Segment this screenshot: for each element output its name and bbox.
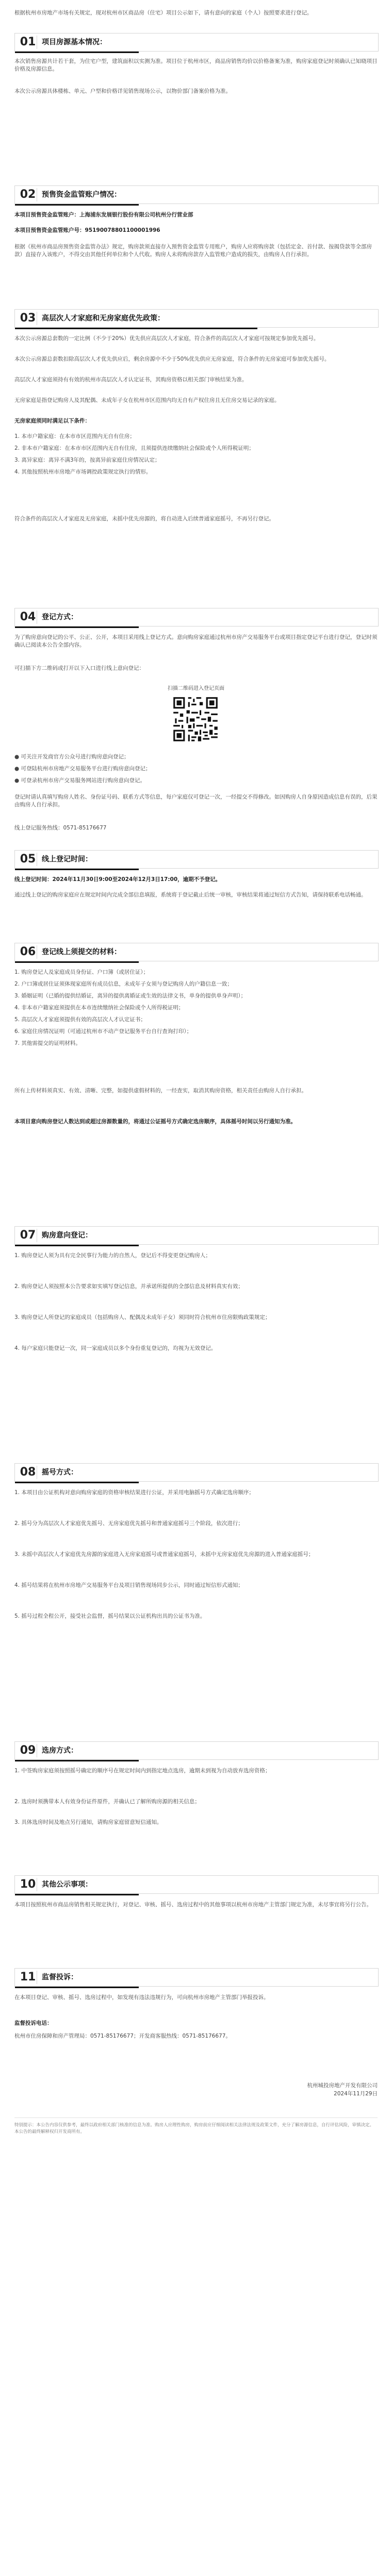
section-number: 05 — [19, 853, 37, 866]
section-header-06 — [14, 943, 379, 961]
s7-paragraph-4: 4. 每户家庭只能登记一次，同一家庭成员以多个身份重复登记的，均视为无效登记。 — [14, 1345, 217, 1351]
section-title: 购房意向登记： — [42, 1231, 92, 1240]
section-underline — [15, 626, 139, 628]
section-title: 摇号方式： — [42, 1468, 78, 1477]
s4-paragraph-1: 为了购房意向登记的公平、公正、公开，本项目采用线上登记方式。意向购房家庭通过杭州市房产交易服务平台或项目指定登记平台进行登记，登记时须确认已阅读本公告全部内容。 — [14, 634, 378, 648]
section-number: 03 — [19, 312, 37, 325]
s3-paragraph-6: 符合条件的高层次人才家庭及无房家庭，未摇中优先房源的，将自动进入后续普通家庭摇号，不再另行登记。 — [14, 516, 274, 522]
section-header-01 — [14, 33, 379, 52]
section-number: 10 — [19, 1878, 37, 1891]
s11-hotline-title: 监督投诉电话： — [14, 2020, 53, 2026]
section-number: 01 — [19, 36, 37, 49]
s2-paragraph: 根据《杭州市商品房预售资金监管办法》规定，购房款须直接存入预售资金监管专用账户，购房人应将购房款（包括定金、首付款、按揭贷款等全部房款）直接存入该账户，不得交由其他任何单位和个人代收。购房人未将购房款存入监管账户造成的损失，由购房人自行承担。 — [14, 244, 372, 258]
list-item: 4. 其他按照杭州市房地产市场调控政策规定执行的情形。 — [14, 469, 152, 475]
list-item: 2. 户口簿或居住证须体现家庭所有成员信息，未成年子女须与登记购房人的户籍信息一致； — [14, 981, 233, 987]
section-title: 监督投诉： — [42, 1973, 78, 1981]
section-underline — [15, 1894, 139, 1895]
s9-paragraph-3: 3. 具体选房时间及地点另行通知，请购房家庭留意短信通知。 — [14, 1819, 162, 1825]
section-header-08 — [14, 1463, 379, 1482]
section-title: 高层次人才家庭和无房家庭优先政策： — [42, 314, 165, 323]
section-header-02 — [14, 185, 379, 204]
s3-paragraph-3: 高层次人才家庭须持有有效的杭州市高层次人才认定证书，其购房资格以相关部门审核结果为准。 — [14, 377, 248, 383]
section-header-04 — [14, 608, 379, 626]
s1-paragraph-1: 本次销售房源共计若干套，为住宅户型，建筑面积以实测为准。项目位于杭州市区，商品房销售均价以价格备案为准，购房家庭登记时须确认已知晓项目价格及房源信息。 — [14, 58, 378, 72]
s1-paragraph-2: 本次公示房源具体楼栋、单元、户型和价格详见销售现场公示，以物价部门备案价格为准。 — [14, 88, 231, 94]
s10-paragraph: 本项目按照杭州市商品房销售相关规定执行，对登记、审核、摇号、选房过程中的其他事项以杭州市房地产主管部门规定为准，未尽事宜将另行公告。 — [14, 1902, 372, 1908]
footer-date: 2024年11月29日 — [334, 2091, 378, 2097]
section-title: 线上登记时间： — [42, 855, 92, 863]
s8-paragraph-1: 1. 本项目由公证机构对意向购房家庭的资格审核结果进行公证，并采用电脑摇号方式确定选房顺序； — [14, 1489, 254, 1496]
section-header-03 — [14, 309, 379, 328]
section-title: 登记线上须提交的材料： — [42, 948, 121, 956]
s3-paragraph-2: 本次公示房源总套数扣除高层次人才优先供应后，剩余房源中不少于50%优先供应无房家庭，符合条件的无房家庭可参加优先摇号。 — [14, 356, 330, 362]
s5-time: 线上登记时间：2024年11月30日9:00至2024年12月3日17:00，逾期不予登记。 — [14, 876, 221, 883]
s6-paragraph-2: 本项目意向购房登记人数达到或超过房源数量的，将通过公证摇号方式确定选房顺序，具体摇号时间以另行通知为准。 — [14, 1118, 296, 1125]
list-item: 5. 高层次人才家庭须提供有效的高层次人才认定证书； — [14, 1016, 146, 1023]
s7-paragraph-2: 2. 购房登记人须按照本公告要求如实填写登记信息，并承诺所提供的全部信息及材料真实有效； — [14, 1283, 243, 1290]
fine-print: 特别提示：本公告内容仅供参考，最终以政府相关部门核准的信息为准。购房人应理性购房，购房前应仔细阅读相关法律法规及政策文件，充分了解房源信息，自行评估风险，审慎决定。本公告的最终解释权归开发商所有。 — [14, 2117, 378, 2136]
s4-paragraph-3: 登记时请认真填写购房人姓名、身份证号码、联系方式等信息，每户家庭仅可登记一次，一经提交不得修改。如因购房人自身原因造成信息有误的，后果由购房人自行承担。 — [14, 794, 378, 808]
s2-account-bank: 本项目预售资金监管账户：上海浦东发展银行股份有限公司杭州分行营业部 — [14, 212, 193, 218]
section-title: 预售资金监管账户情况： — [42, 191, 121, 199]
section-title: 选房方式： — [42, 1747, 78, 1755]
qr-caption: 扫描二维码进入登记页面 — [168, 686, 224, 691]
section-number: 07 — [19, 1229, 37, 1242]
section-underline — [15, 52, 139, 53]
section-header-09 — [14, 1741, 379, 1760]
s8-paragraph-3: 3. 未摇中高层次人才家庭优先房源的家庭进入无房家庭摇号或普通家庭摇号，未摇中无房家庭优先房源的进入普通家庭摇号； — [14, 1551, 314, 1557]
s5-paragraph: 通过线上登记的购房家庭应在规定时间内完成全部信息填报，系统将于登记截止后统一审核，审核结果将通过短信方式告知，请保持联系电话畅通。 — [14, 892, 367, 898]
s6-paragraph-1: 所有上传材料须真实、有效、清晰、完整，如提供虚假材料的，一经查实，取消其购房资格，相关责任由购房人自行承担。 — [14, 1088, 307, 1094]
s9-paragraph-1: 1. 中签购房家庭须按照摇号确定的顺序号在规定时间内到指定地点选房，逾期未到视为自动放弃选房资格； — [14, 1768, 271, 1774]
section-number: 08 — [19, 1466, 37, 1479]
s7-paragraph-3: 3. 购房登记人所登记的家庭成员（包括购房人、配偶及未成年子女）须同时符合杭州市住房限购政策规定； — [14, 1314, 271, 1320]
s4-paragraph-2: 可扫描下方二维码或打开以下入口进行线上意向登记： — [14, 665, 144, 671]
section-number: 09 — [19, 1744, 37, 1757]
list-item: 1. 本市户籍家庭：在本市市区范围内无自有住房； — [14, 433, 135, 439]
section-number: 04 — [19, 611, 37, 624]
list-item: 2. 非本市户籍家庭：在本市市区范围内无自有住房，且须提供连续缴纳社会保险或个人所得税证明； — [14, 445, 254, 451]
s11-paragraph-1: 在本项目登记、审核、摇号、选房过程中，如发现有违法违规行为，可向杭州市房地产主管部门举报投诉。 — [14, 1994, 269, 2001]
section-number: 02 — [19, 188, 37, 201]
section-header-11 — [14, 1968, 379, 1987]
list-item: 6. 家庭住房情况证明（可通过杭州市不动产登记服务平台自行查询打印）； — [14, 1028, 192, 1035]
section-number: 06 — [19, 945, 37, 959]
section-header-07 — [14, 1226, 379, 1245]
section-underline — [15, 1987, 139, 1988]
section-underline — [15, 328, 257, 329]
s6-list — [14, 969, 378, 1052]
list-item: 3. 离异家庭：离异不满3年的，按离异前家庭住房情况认定； — [14, 457, 160, 463]
section-underline — [15, 1760, 139, 1761]
section-title: 其他公示事项： — [42, 1880, 92, 1889]
section-header-10 — [14, 1875, 379, 1894]
section-underline — [15, 1482, 139, 1483]
s3-paragraph-1: 本次公示房源总套数的一定比例（不少于20%）优先供应高层次人才家庭，符合条件的高层次人才家庭可按规定参加优先摇号。 — [14, 335, 319, 342]
s8-paragraph-4: 4. 摇号结果将在杭州市房地产交易服务平台及项目销售现场同步公示，同时通过短信形式通知； — [14, 1582, 243, 1588]
footer-org: 杭州城投房地产开发有限公司 — [307, 2082, 378, 2089]
section-header-05 — [14, 850, 379, 869]
section-underline — [15, 869, 139, 870]
s8-paragraph-5: 5. 摇号过程全程公开，接受社会监督，摇号结果以公证机构出具的公证书为准。 — [14, 1613, 206, 1619]
list-item: ● 可登录杭州市房产交易服务网站进行购房意向登记。 — [14, 777, 145, 784]
section-underline — [15, 961, 139, 963]
list-item: 3. 婚姻证明（已婚的提供结婚证，离异的提供离婚证或生效的法律文书，单身的提供单身声明）； — [14, 993, 247, 999]
s3-paragraph-5: 无房家庭须同时满足以下条件： — [14, 418, 90, 424]
s9-paragraph-2: 2. 选房时须携带本人有效身份证件原件，并确认已了解所购房源的相关信息； — [14, 1799, 200, 1805]
s3-list — [14, 433, 378, 480]
list-item: ● 可登陆杭州市房地产交易服务平台进行购房意向登记； — [14, 766, 151, 772]
section-title: 登记方式： — [42, 613, 78, 621]
section-title: 项目房源基本情况： — [42, 38, 107, 46]
list-item: 7. 其他需提交的证明材料。 — [14, 1040, 81, 1046]
section-underline — [15, 1245, 139, 1246]
list-item: 4. 非本市户籍家庭须提供在本市连续缴纳社会保险或个人所得税证明； — [14, 1005, 184, 1011]
s8-paragraph-2: 2. 摇号分为高层次人才家庭优先摇号、无房家庭优先摇号和普通家庭摇号三个阶段，依次进行； — [14, 1520, 243, 1527]
s2-account-number: 本项目预售资金监管账户号：95190078801100001996 — [14, 227, 160, 233]
s11-paragraph-2: 杭州市住房保障和房产管理局：0571-85176677；开发商客服热线：0571-85176677。 — [14, 2033, 231, 2039]
s4-list — [14, 753, 378, 789]
section-number: 11 — [19, 1971, 37, 1984]
footer-signature — [307, 2081, 378, 2098]
intro-paragraph: 根据杭州市房地产市场有关规定，现对杭州市区商品房（住宅）项目公示如下，请有意向的家庭（个人）按照要求进行登记。 — [14, 10, 313, 16]
qr-code-icon[interactable] — [172, 696, 219, 743]
section-underline — [15, 204, 139, 206]
s4-hotline: 线上登记服务热线：0571-85176677 — [14, 825, 107, 831]
list-item: ● 可关注开发商官方公众号进行购房意向登记； — [14, 754, 129, 760]
s7-paragraph-1: 1. 购房登记人须为具有完全民事行为能力的自然人，登记后不得变更登记购房人； — [14, 1252, 211, 1259]
list-item: 1. 购房登记人及家庭成员身份证、户口簿（或居住证）； — [14, 969, 149, 975]
s3-paragraph-4: 无房家庭是指登记购房人及其配偶、未成年子女在杭州市区范围内均无自有产权住房且无住房交易记录的家庭。 — [14, 397, 280, 403]
